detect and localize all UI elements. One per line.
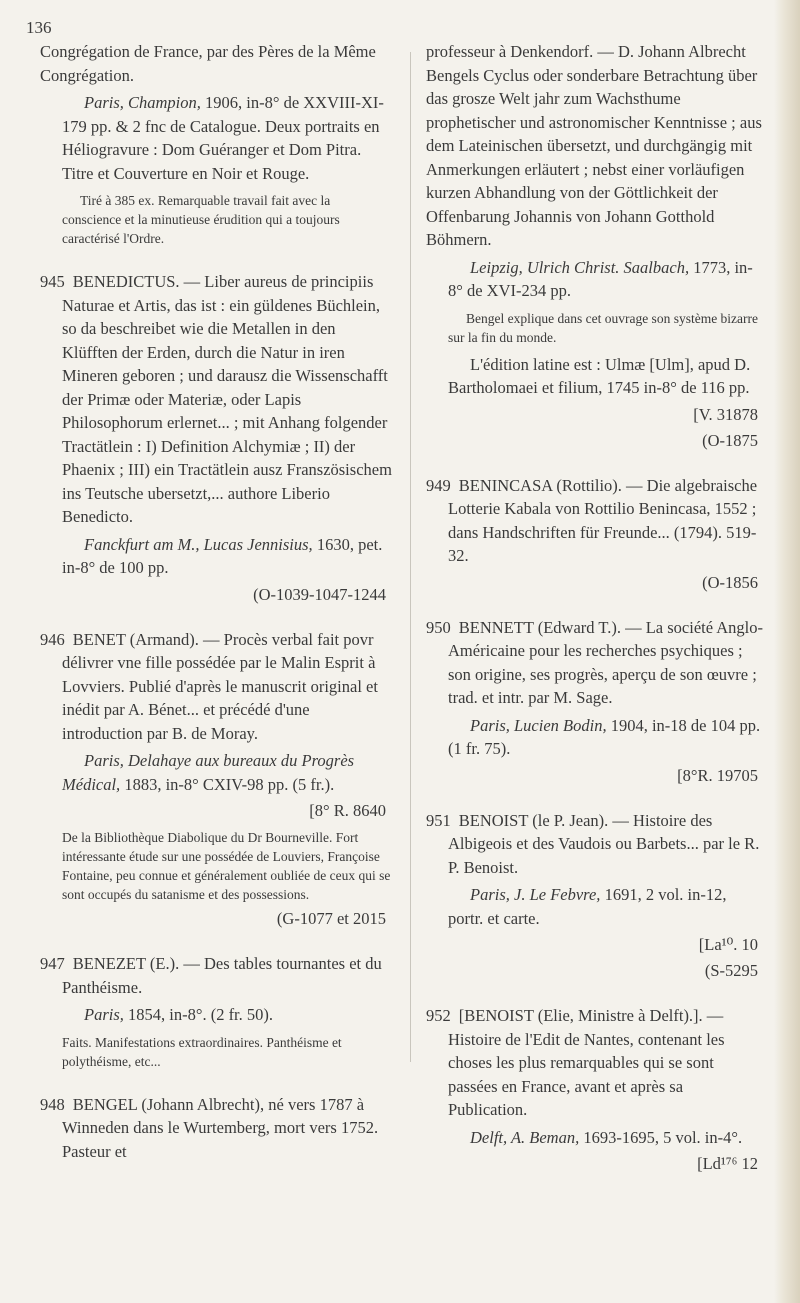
- entry-heading: [426, 616, 764, 710]
- shelfmark-secondary: (G-1077 et 2015: [276, 909, 386, 928]
- entry-imprint: [40, 1003, 392, 1027]
- entry-text: BENNETT (Edward T.). — La société Anglo-Américaine pour les recherches psychiques ; son origine, ses progrès, aperçu de son œuvre ; trad. et intr. par M. Sage.: [448, 617, 764, 707]
- imprint-place: Paris, Champion,: [84, 93, 201, 112]
- entry-note: Tiré à 385 ex. Remarquable travail fait avec la conscience et la minutieuse érudition qui a toujours caractérisé l'Ordre.: [62, 193, 340, 246]
- shelfmark: [La¹⁰. 10: [698, 935, 758, 954]
- entry-text: professeur à Denkendorf. — D. Johann Albrecht Bengels Cyclus oder sonderbare Betrachtung über das grosze Welt jahr zum Wachsthume prophetischer und astronomischer Kenntnisse ; aus dem Lateinischen übersetzt, und durchgängig mit Anmerkungen erläutert ; nebst einer vorläufigen kurzen Abhandlung von der Göttlichkeit der Offenbarung Johannis von Johann Gotthold Böhmern.: [426, 42, 762, 249]
- page-edge-shadow: [774, 0, 800, 1303]
- entry-heading: [426, 1004, 764, 1122]
- imprint-details: 1854, in-8°. (2 fr. 50).: [128, 1005, 274, 1024]
- entry-text: BENGEL (Johann Albrecht), né vers 1787 à Winneden dans le Wurtemberg, mort vers 1752. Pasteur et: [62, 1094, 379, 1161]
- entry-heading: [426, 809, 764, 880]
- left-column: [40, 40, 392, 1185]
- entry-text: BENINCASA (Rottilio). — Die algebraische Lotterie Kabala von Rottilio Benincasa, 1552 ; dans Handschriften für Freunde... (1794). 519-32.: [448, 475, 758, 565]
- shelfmark: [8° R. 8640: [309, 801, 386, 820]
- imprint-place: Leipzig, Ulrich Christ. Saalbach,: [470, 257, 690, 277]
- entry-951: [426, 809, 764, 983]
- entry-946: [40, 628, 392, 931]
- column-divider: [410, 52, 411, 1062]
- imprint-details: 1693-1695, 5 vol. in-4°.: [583, 1127, 743, 1147]
- entry-948: [40, 1093, 392, 1164]
- imprint-details: 1883, in-8° CXIV-98 pp. (5 fr.).: [124, 774, 335, 794]
- entry-imprint: [40, 749, 392, 796]
- entry-text: [BENOIST (Elie, Ministre à Delft).]. — Histoire de l'Edit de Nantes, contenant les choses les plus remarquables qui se sont passées en France, avant et après sa Publication.: [448, 1006, 725, 1119]
- shelfmark: [V. 31878: [693, 404, 758, 424]
- entry-imprint: [40, 533, 392, 580]
- imprint-details: 1904, in-18 de 104 pp. (1 fr. 75).: [448, 715, 761, 758]
- entry-continuation: [40, 40, 392, 248]
- entry-number: 952: [426, 1006, 451, 1025]
- entry-number: 945: [40, 272, 65, 291]
- page-number: 136: [26, 18, 52, 37]
- entry-948-continued: [426, 40, 764, 452]
- shelfmark: [8°R. 19705: [677, 765, 758, 785]
- entry-952: [426, 1004, 764, 1175]
- entry-number: 949: [426, 475, 451, 495]
- entry-note: De la Bibliothèque Diabolique du Dr Bourneville. Fort intéressante étude sur une possédée de Louviers, Françoise Fontaine, peu connue et généralement oubliée de ceux qui se sont occupés du satanisme et des possessions.: [62, 830, 391, 902]
- shelfmark: [Ld¹⁷⁶ 12: [697, 1154, 758, 1173]
- shelfmark: (O-1039-1047-1244: [253, 584, 386, 604]
- shelfmark: (O-1856: [702, 572, 758, 592]
- entry-text: BENOIST (le P. Jean). — Histoire des Albigeois et des Vaudois ou Barbets... par le R. P. Benoist.: [448, 810, 760, 877]
- imprint-details: 1691, 2 vol. in-12, portr. et carte.: [448, 885, 727, 928]
- entry-imprint: [426, 256, 764, 303]
- entry-heading: [40, 628, 392, 746]
- shelfmark-secondary: (O-1875: [702, 430, 758, 450]
- entry-heading: [426, 474, 764, 568]
- shelfmark-secondary: (S-5295: [704, 961, 758, 980]
- entry-text: BENEDICTUS. — Liber aureus de principiis Naturae et Artis, das ist : ein güldenes Büchlein, so da beschreibet wie die Metallen in den Klüfften der Erden, durch die Natur in iren Mineren geboren ; und darausz die Wissenschafft der Primæ oder Materiæ, oder Lapis Philosophorum erlernet... ; mit Anhang folgender Tractätlein : I) Definition Alchymiæ ; II) der Phaenix ; III) ein Tractätlein ausz Franszösischem ins Teutsche ubersetzt,... authore Liberio Benedicto.: [62, 272, 392, 526]
- imprint-place: Paris, Delahaye aux bureaux du Progrès Médical,: [62, 751, 355, 794]
- imprint-place: Delft, A. Beman,: [470, 1127, 580, 1147]
- entry-imprint: [426, 1126, 764, 1150]
- imprint-details: 1630, pet. in-8° de 100 pp.: [62, 534, 383, 577]
- latin-edition-note: L'édition latine est : Ulmæ [Ulm], apud D. Bartholomaei et filium, 1745 in-8° de 116 pp.: [448, 354, 751, 397]
- entry-text: BENEZET (E.). — Des tables tournantes et du Panthéisme.: [62, 954, 382, 997]
- imprint-place: Paris,: [84, 1005, 124, 1024]
- imprint-details: 1906, in-8° de XXVIII-XI-179 pp. & 2 fnc de Catalogue. Deux portraits en Héliogravure : Dom Guéranger et Dom Pitra. Titre et Couverture en Noir et Rouge.: [62, 93, 384, 183]
- entry-number: 948: [40, 1094, 65, 1114]
- entry-note: Faits. Manifestations extraordinaires. Panthéisme et polythéisme, etc...: [62, 1034, 342, 1069]
- imprint-place: Paris, J. Le Febvre,: [470, 885, 601, 904]
- entry-heading: [40, 1093, 392, 1164]
- imprint-place: Fanckfurt am M., Lucas Jennisius,: [84, 534, 313, 554]
- entry-945: [40, 270, 392, 606]
- entry-imprint: [426, 883, 764, 930]
- entry-947: [40, 952, 392, 1071]
- entry-950: [426, 616, 764, 787]
- entry-number: 951: [426, 810, 451, 830]
- entry-imprint: [426, 714, 764, 761]
- entry-text: Congrégation de France, par des Pères de la Même Congrégation.: [40, 42, 376, 85]
- entry-heading: [40, 270, 392, 529]
- entry-number: 946: [40, 629, 65, 649]
- entry-note: Bengel explique dans cet ouvrage son système bizarre sur la fin du monde.: [448, 310, 759, 345]
- entry-text: BENET (Armand). — Procès verbal fait povr délivrer vne fille possédée par le Malin Esprit à Lovviers. Publié d'après le manuscrit original et inédit par A. Bénet... et précédé d'une introduction par B. de Moray.: [62, 629, 378, 743]
- entry-949: [426, 474, 764, 594]
- entry-imprint: [40, 91, 392, 185]
- entry-number: 947: [40, 954, 65, 973]
- right-column: [426, 40, 764, 1197]
- entry-number: 950: [426, 617, 451, 637]
- imprint-place: Paris, Lucien Bodin,: [470, 715, 607, 735]
- entry-heading: [40, 952, 392, 999]
- imprint-details: 1773, in-8° de XVI-234 pp.: [448, 257, 753, 300]
